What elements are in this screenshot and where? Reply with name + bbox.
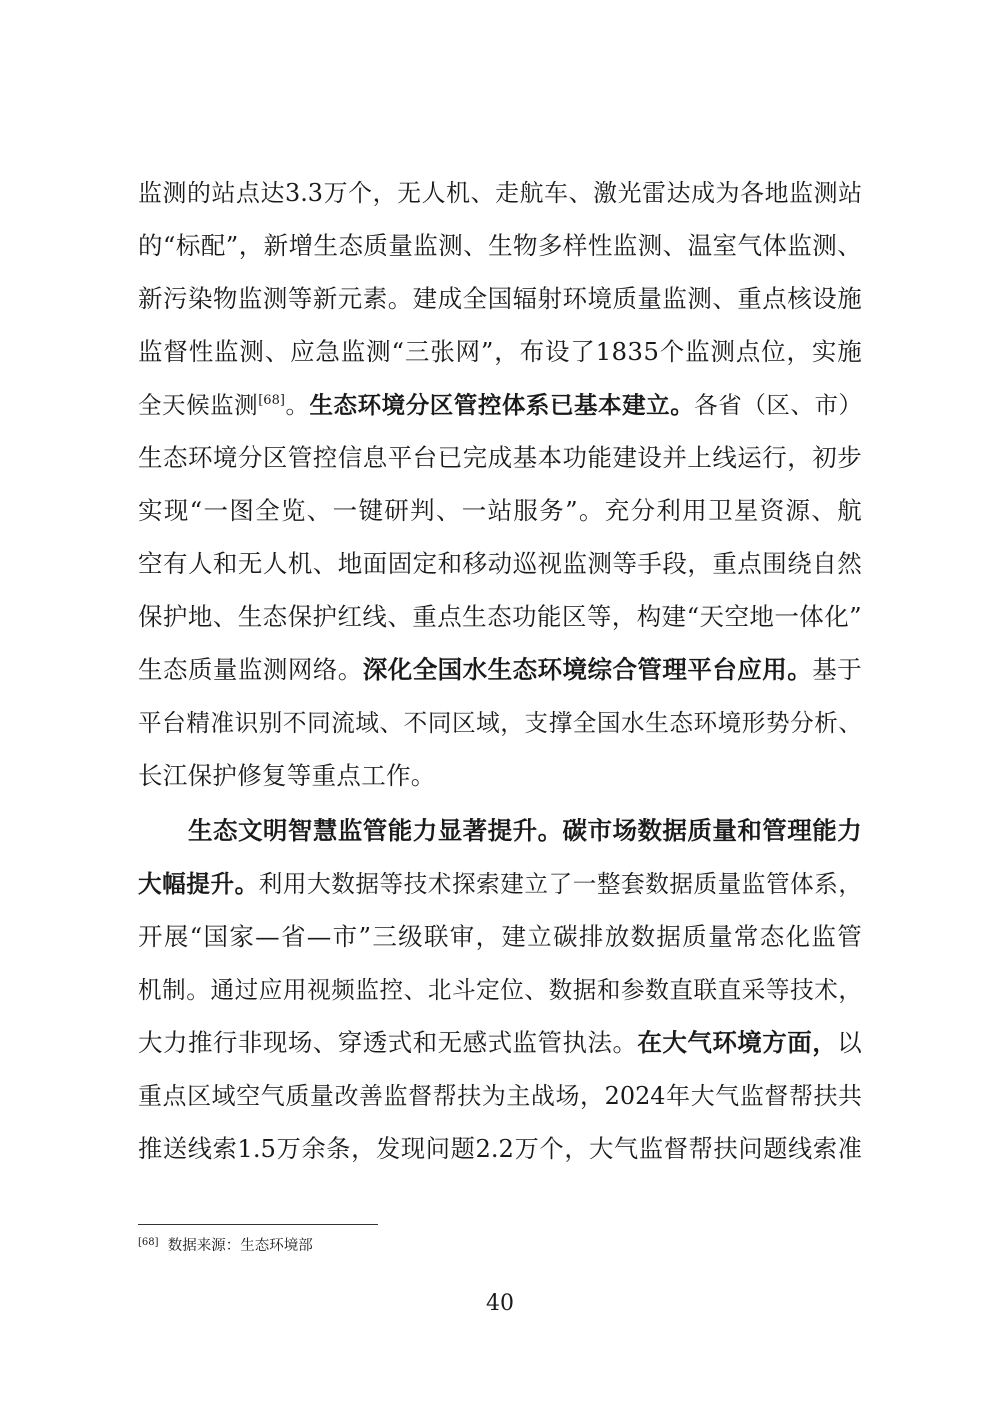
text-line (188, 814, 862, 848)
bold-heading: 在大气环境方面， (637, 1028, 838, 1057)
text-line: 推送线索1.5万余条，发现问题2.2万个，大气监督帮扶问题线索准 (138, 1135, 862, 1163)
text-line: 监测的站点达3.3万个，无人机、走航车、激光雷达成为各地监测站 (138, 179, 862, 207)
text-run: 基于 (812, 655, 863, 684)
text-run: 生态质量监测网络。 (138, 655, 363, 684)
footnote-marker: [68] (138, 1237, 159, 1248)
text-line: 重点区域空气质量改善监督帮扶为主战场，2024年大气监督帮扶共 (138, 1082, 862, 1110)
text-line: 平台精准识别不同流域、不同区域，支撑全国水生态环境形势分析、 (138, 709, 862, 737)
text-line: 新污染物监测等新元素。建成全国辐射环境质量监测、重点核设施 (138, 284, 862, 313)
text-line: 空有人和无人机、地面固定和移动巡视监测等手段，重点围绕自然 (138, 549, 862, 578)
text-line (138, 867, 862, 901)
footnote-text: 数据来源：生态环境部 (167, 1238, 313, 1254)
page-number: 40 (486, 1291, 514, 1316)
text-run: 。 (284, 391, 310, 419)
text-line: 机制。通过应用视频监控、北斗定位、数据和参数直联直采等技术， (138, 976, 862, 1004)
text-run: 利用大数据等技术探索建立了一整套数据质量监管体系， (258, 870, 863, 898)
footnote-divider (138, 1224, 378, 1225)
text-line: 长江保护修复等重点工作。 (138, 761, 436, 790)
text-line (138, 1026, 862, 1060)
text-line: 实现“一图全览、一键研判、一站服务”。充分利用卫星资源、航 (138, 496, 862, 525)
text-run: 以 (837, 1028, 862, 1057)
footnote (138, 1236, 313, 1256)
text-run: 大力推行非现场、穿透式和无感式监管执法。 (138, 1028, 638, 1057)
bold-heading: 生态环境分区管控体系已基本建立。 (309, 391, 695, 419)
text-line: 开展“国家—省—市”三级联审，建立碳排放数据质量常态化监管 (138, 922, 862, 951)
bold-heading: 深化全国水生态环境综合管理平台应用。 (362, 655, 813, 684)
text-line (138, 388, 862, 422)
bold-heading: 生态文明智慧监管能力显著提升。碳市场数据质量和管理能力 (188, 816, 862, 845)
text-line: 的“标配”，新增生态质量监测、生物多样性监测、温室气体监测、 (138, 231, 862, 260)
text-run: 全天候监测 (138, 391, 259, 419)
text-line: 生态环境分区管控信息平台已完成基本功能建设并上线运行，初步 (138, 443, 862, 472)
text-line: 保护地、生态保护红线、重点生态功能区等，构建“天空地一体化” (138, 602, 862, 631)
text-line (138, 653, 862, 687)
text-line: 监督性监测、应急监测“三张网”，布设了1835个监测点位，实施 (138, 337, 862, 366)
text-run: 各省（区、市） (694, 391, 863, 419)
footnote-ref[interactable]: [68] (258, 393, 285, 408)
bold-heading: 大幅提升。 (138, 870, 259, 898)
